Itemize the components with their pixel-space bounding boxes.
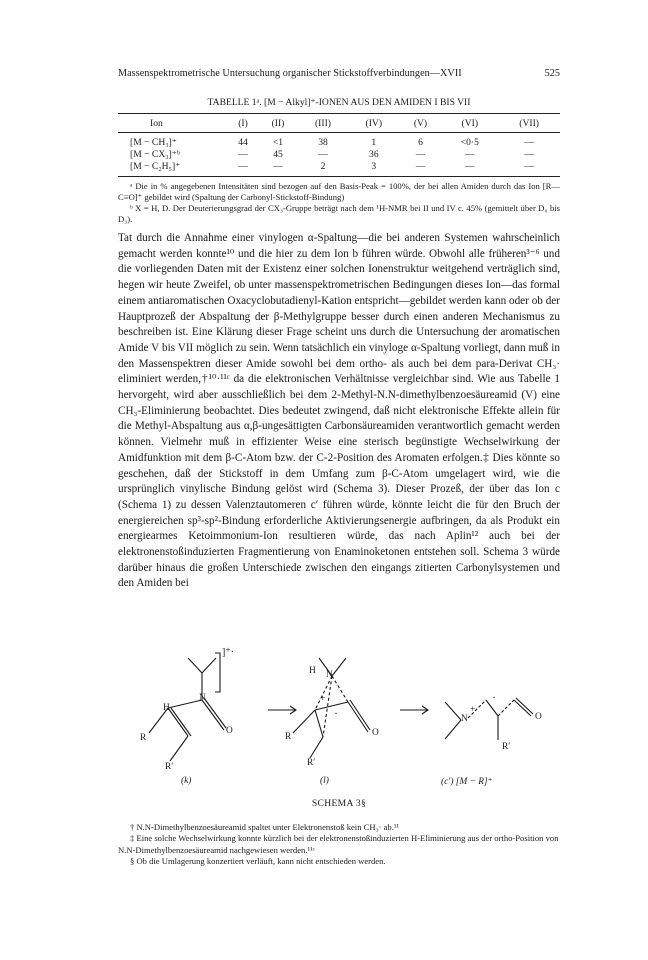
ion-cell: [M − CX₃]⁺ᵇ [130, 149, 180, 160]
atom-label: R [285, 732, 292, 742]
dashed-bond [498, 700, 514, 716]
reaction-scheme [118, 640, 560, 790]
bond-line [168, 700, 202, 708]
charge-label: ]⁺· [222, 647, 234, 658]
radical-label: · [492, 690, 496, 704]
column-header: (IV) [348, 114, 400, 133]
table-row [118, 149, 560, 161]
table-row [118, 161, 560, 177]
column-header: (I) [228, 114, 258, 133]
bond-line [168, 708, 188, 736]
page-number: 525 [544, 68, 560, 79]
radical-label: · [334, 706, 338, 720]
scheme-title: SCHEMA 3§ [311, 798, 367, 809]
atom-label: O [535, 712, 542, 722]
ion-cell: [M − CH₃]⁺ [130, 137, 177, 148]
table-caption: TABELLE 1ᵃ. [M − Alkyl]⁺-IONEN AUS DEN AMIDEN I BIS VII [207, 97, 471, 108]
bond-line [202, 658, 216, 673]
column-header: (V) [400, 114, 442, 133]
atom-label: H [163, 703, 170, 713]
bond-line [332, 658, 346, 676]
value-cell: 3 [348, 161, 400, 177]
value-cell: — [238, 149, 248, 160]
charge-label: + [320, 694, 326, 704]
page-footnote: ‡ Eine solche Wechselwirkung konnte kürzlich bei der elektronenstoßinduzierten H-Eliminierung aus der ortho-Position von N.N-Dimethylbenzoesäureamid nachgewiesen werden.¹¹ᶜ [118, 833, 559, 855]
dashed-bond [332, 676, 348, 702]
column-header: (VI) [441, 114, 498, 133]
value-cell: 1 [371, 137, 377, 148]
column-header: (II) [258, 114, 298, 133]
bond-line [350, 700, 370, 730]
column-header: Ion [118, 114, 228, 133]
atom-label: O [372, 728, 379, 738]
running-title: Massenspektrometrische Untersuchung organischer Stickstoffverbindungen—XVII [118, 68, 462, 79]
table-row [118, 133, 560, 150]
table-footnotes [118, 181, 560, 225]
value-cell: <0·5 [460, 137, 479, 148]
main-text [118, 231, 560, 592]
bond-line [188, 658, 202, 673]
value-cell: — [228, 161, 258, 177]
bond-line [202, 700, 224, 730]
value-cell: — [258, 161, 298, 177]
page-footnotes [118, 822, 560, 868]
value-cell: — [524, 137, 534, 148]
bond-line [445, 702, 461, 720]
charge-label: + [470, 705, 476, 715]
body-paragraph: Tat durch die Annahme einer vinylogen α-Spaltung—die bei anderen Systemen wahrscheinlich gemacht werden konnte¹⁰ und die hier zu dem Ion b führen würde. Obwohl alle früheren³⁻⁶ und die vorliegenden Daten mit der Existenz einer solchen Ionenstruktur weitgehend verträglich sind, hegen wir heute Zweifel, ob unter massenspektrometrischen Bedingungen dieses Ion—das formal einem antiaromatischen Oxacyclobutadienyl-Kation entspricht—gebildet werden kann oder ob der Hauptprozeß der Abspaltung der β-Methylgruppe besser durch einen anderen Mechanismus zu beschreiben ist. Eine Klärung dieser Frage scheint uns durch die Untersuchung der aromatischen Amide V bis VII möglich zu sein. Wenn tatsächlich ein vinyloge α-Spaltung vorliegt, dann muß in den Massenspektren dieser Amide sowohl bei dem ortho- als auch bei dem para-Derivat CH₃· eliminiert werden,†¹⁰·¹¹ᶜ da die elektronischen Verhältnisse vergleichbar sind. Wie aus Tabelle 1 hervorgeht, wird aber ausschließlich bei dem 2-Methyl-N.N-dimethylbenzoesäureamid (V) eine CH₃-Eliminierung beobachtet. Dies bedeutet zwingend, daß nicht elektronische Effekte allein für die Methyl-Abspaltung aus α,β-ungesättigten Carbonsäureamiden verantwortlich gemacht werden können. Vielmehr muß in effizienter Weise eine sterisch begünstigte Wechselwirkung der Amidfunktion mit dem β-C-Atom bzw. der C-2-Position des Aromaten erfolgen.‡ Dies könnte so geschehen, daß der Stickstoff in dem Umfang zum β-C-Atom umgelagert wird, wie die ursprünglich vinylische Bindung gelöst wird (Schema 3). Dieser Prozeß, der über das Ion c (Schema 1) zu dessen Valenztautomeren c′ führen würde, könnte leicht die für den Bruch der energiereichen sp³-sp²-Bindung erforderliche Aktivierungsenergie aufbringen, da als Produkt ein energiearmes Ketoimmonium-Ion resultieren würde, das nach Aplin¹² auch bei der elektronenstoßinduzierten Fragmentierung von Enaminoketonen entstehen soll. Schema 3 würde darüber hinaus die großen Unterschiede zwischen den eingangs zitierten Carbonylsystemen und den Amiden bei [118, 232, 560, 590]
atom-label: R′ [165, 762, 174, 772]
bond-line [171, 708, 191, 736]
table-footnote: ᵃ Die in % angegebenen Intensitäten sind bezogen auf den Basis-Peak = 100%, der bei allen Amiden durch das Ion [R—C≡O]⁺ gebildet wird (Spaltung der Carbonyl-Stickstoff-Bindung) [118, 181, 560, 202]
value-cell: <1 [272, 137, 284, 148]
value-cell: 36 [369, 149, 379, 160]
page-footnote: § Ob die Umlagerung konzertiert verläuft, kann nicht entschieden werden. [130, 856, 386, 867]
atom-label: N [326, 670, 333, 680]
atom-label: R′ [307, 758, 316, 768]
structure-label-k: (k) [181, 776, 192, 786]
bond-line [204, 698, 226, 728]
bond-line [310, 737, 323, 758]
bond-line [293, 710, 315, 733]
atom-label: O [226, 726, 233, 736]
value-cell: — [524, 149, 534, 160]
value-cell: — [415, 149, 426, 160]
intensity-table [118, 113, 560, 177]
atom-label: R [140, 733, 147, 743]
running-head [118, 68, 560, 79]
table-header-row [118, 114, 560, 133]
atom-label: N [199, 693, 206, 703]
value-cell: 45 [273, 149, 283, 160]
bond-line [516, 698, 533, 714]
page-footnote: † N.N-Dimethylbenzoesäureamid spaltet unter Elektronenstoß kein CH₃· ab.¹¹ [130, 822, 399, 832]
value-cell: — [465, 149, 475, 160]
bond-line [315, 710, 323, 737]
ion-cell: [M − C₂H₅]⁺ [118, 161, 228, 177]
bond-line [514, 700, 531, 716]
value-cell: — [498, 161, 560, 177]
value-cell: 44 [238, 137, 248, 148]
value-cell: — [441, 161, 498, 177]
value-cell: 6 [418, 137, 423, 148]
bond-line [445, 720, 461, 739]
value-cell: — [318, 149, 328, 160]
atom-label: R′ [502, 742, 511, 752]
bond-line [170, 736, 188, 761]
structure-label-l: (l) [320, 776, 329, 786]
value-cell: 2 [298, 161, 348, 177]
bond-line [348, 702, 368, 732]
table-footnote: ᵇ X = H, D. Der Deuterierungsgrad der CX₃-Gruppe beträgt nach dem ¹H-NMR bei II und IV c. 45% (gemittelt über D₀ bis D₃). [118, 203, 560, 224]
atom-label: N [461, 714, 468, 724]
value-cell: 38 [318, 137, 328, 148]
atom-label: H [309, 666, 316, 676]
value-cell: — [400, 161, 442, 177]
structure-label-c-prime: (c′) [M − R]⁺ [441, 777, 493, 787]
column-header: (VII) [498, 114, 560, 133]
column-header: (III) [298, 114, 348, 133]
